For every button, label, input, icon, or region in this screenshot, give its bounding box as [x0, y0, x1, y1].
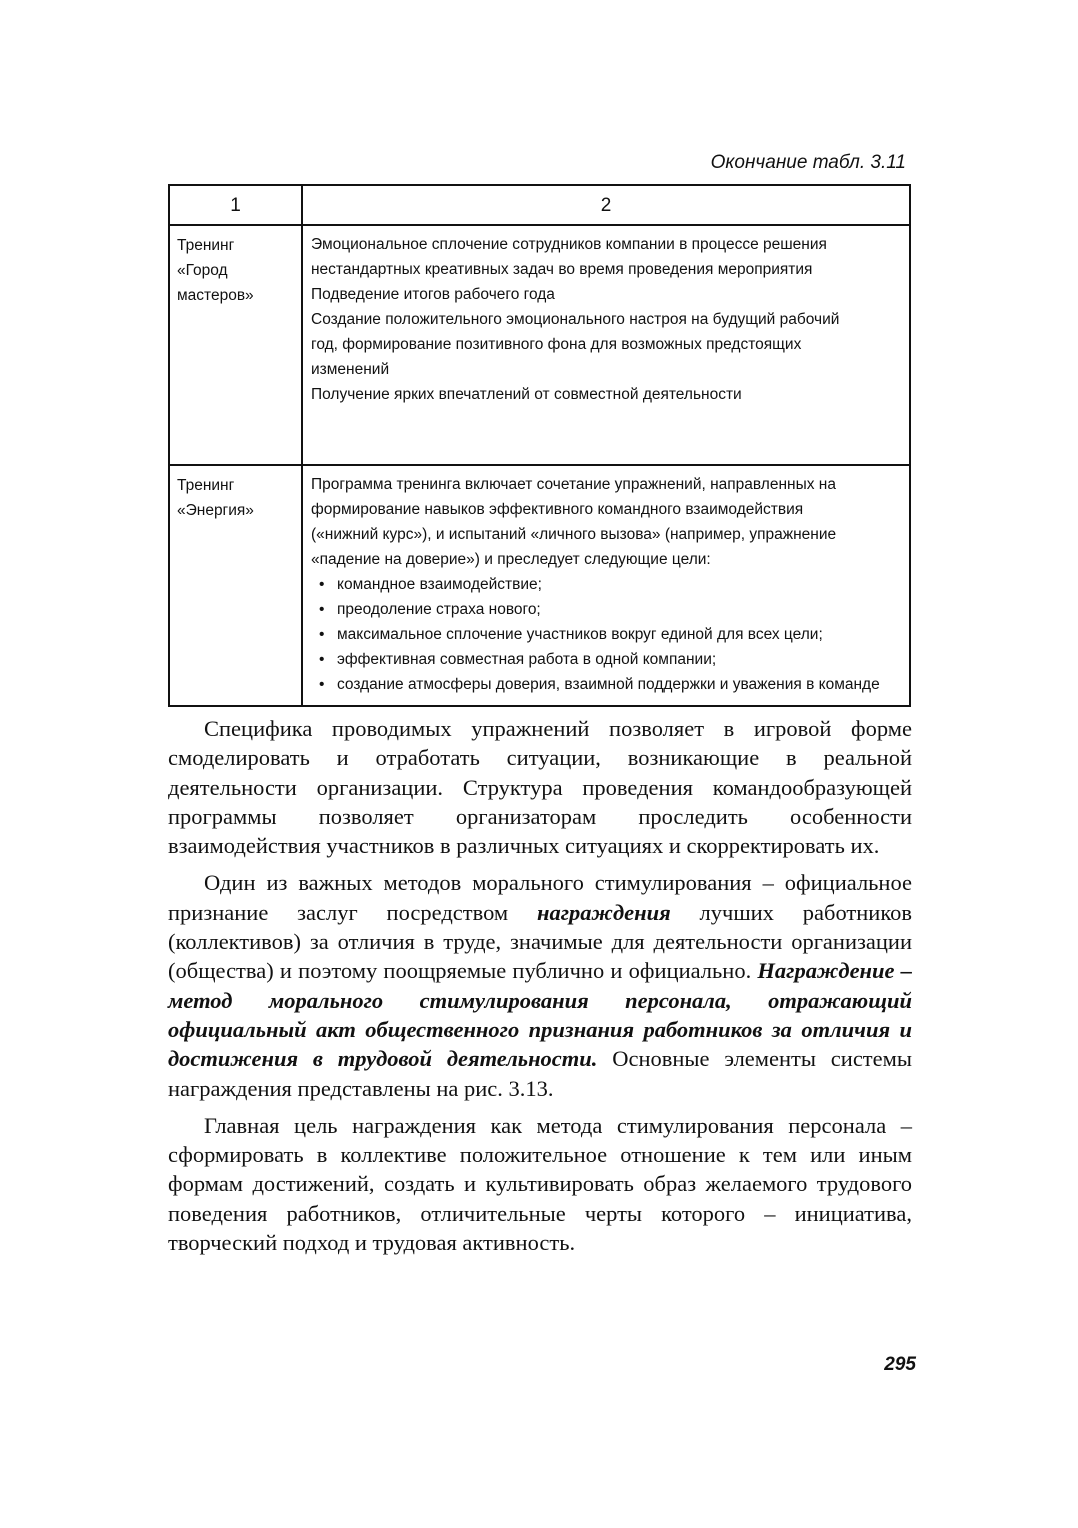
goals-list — [311, 572, 901, 697]
emphasis-term: награждения — [536, 899, 671, 925]
goal-list-item: • преодоление страха нового; — [311, 597, 901, 622]
training-table — [168, 184, 911, 707]
description-line: («нижний курс»), и испытаний «личного вызова» (например, упражнение — [311, 526, 837, 543]
description-line: Подведение итогов рабочего года — [311, 286, 555, 303]
paragraph: Специфика проводимых упражнений позволяет в игровой форме смоделировать и отработать ситуации, возникающие в реальной деятельности организации. Структура проведения командообразующей программы позволяет организаторам проследить особенности взаимодействия участников в различных ситуациях и скорректировать их. — [168, 716, 912, 859]
row-name-line: Тренинг — [177, 237, 235, 254]
table-header-col-2: 2 — [302, 185, 910, 225]
goal-list-item: • максимальное сплочение участников вокруг единой для всех цели; — [311, 622, 901, 647]
row-name-line: Тренинг — [177, 477, 235, 494]
goal-list-item: • создание атмосферы доверия, взаимной поддержки и уважения в команде — [311, 672, 901, 697]
table-cell-name — [169, 225, 302, 465]
paragraph — [168, 868, 912, 1102]
table-header-row — [169, 185, 910, 225]
paragraph-text: Один из важных методов морального стимулирования – официальное признание заслуг посредством — [168, 870, 912, 925]
page-number: 295 — [884, 1354, 916, 1375]
row-name-line: «Энергия» — [177, 502, 254, 519]
row-name-line: мастеров» — [177, 287, 254, 304]
paragraph-text: лучших работников (коллективов) за отличия в труде, значимые для деятельности организации (общества) и поэтому поощряемые публично и официально. — [168, 899, 912, 984]
description-line: Создание положительного эмоционального настроя на будущий рабочий — [311, 311, 840, 328]
description-line: нестандартных креативных задач во время проведения мероприятия — [311, 261, 813, 278]
table-row — [169, 465, 910, 706]
description-line: Программа тренинга включает сочетание упражнений, направленных на — [311, 476, 836, 493]
goal-list-item: • эффективная совместная работа в одной компании; — [311, 647, 901, 672]
description-line: Эмоциональное сплочение сотрудников компании в процессе решения — [311, 236, 827, 253]
description-line: год, формирование позитивного фона для возможных предстоящих — [311, 336, 802, 353]
table-cell-name — [169, 465, 302, 706]
table-caption: Окончание табл. 3.11 — [710, 152, 906, 173]
description-line: Получение ярких впечатлений от совместной деятельности — [311, 386, 742, 403]
description-line: формирование навыков эффективного командного взаимодействия — [311, 501, 804, 518]
goal-list-item: • командное взаимодействие; — [311, 572, 901, 597]
description-line: изменений — [311, 361, 390, 378]
table-cell-description — [302, 225, 910, 465]
definition-text: Награждение – метод морального стимулирования персонала, отражающий официальный акт общественного признания работников за отличия и достижения в трудовой деятельности. — [168, 958, 913, 1072]
paragraph: Главная цель награждения как метода стимулирования персонала – сформировать в коллективе положительное отношение к тем или иным формам достижений, создать и культивировать образ желаемого трудового поведения работников, отличительные черты которого – инициатива, творческий подход и трудовая активность. — [168, 1112, 912, 1256]
paragraph-text: Основные элементы системы награждения представлены на рис. 3.13. — [168, 1046, 912, 1101]
row-name-line: «Город — [177, 262, 228, 279]
body-text — [168, 714, 912, 1265]
table-header-col-1: 1 — [169, 185, 302, 225]
table-row — [169, 225, 910, 465]
table-cell-description — [302, 465, 910, 706]
description-line: «падение на доверие») и преследует следующие цели: — [311, 551, 711, 568]
